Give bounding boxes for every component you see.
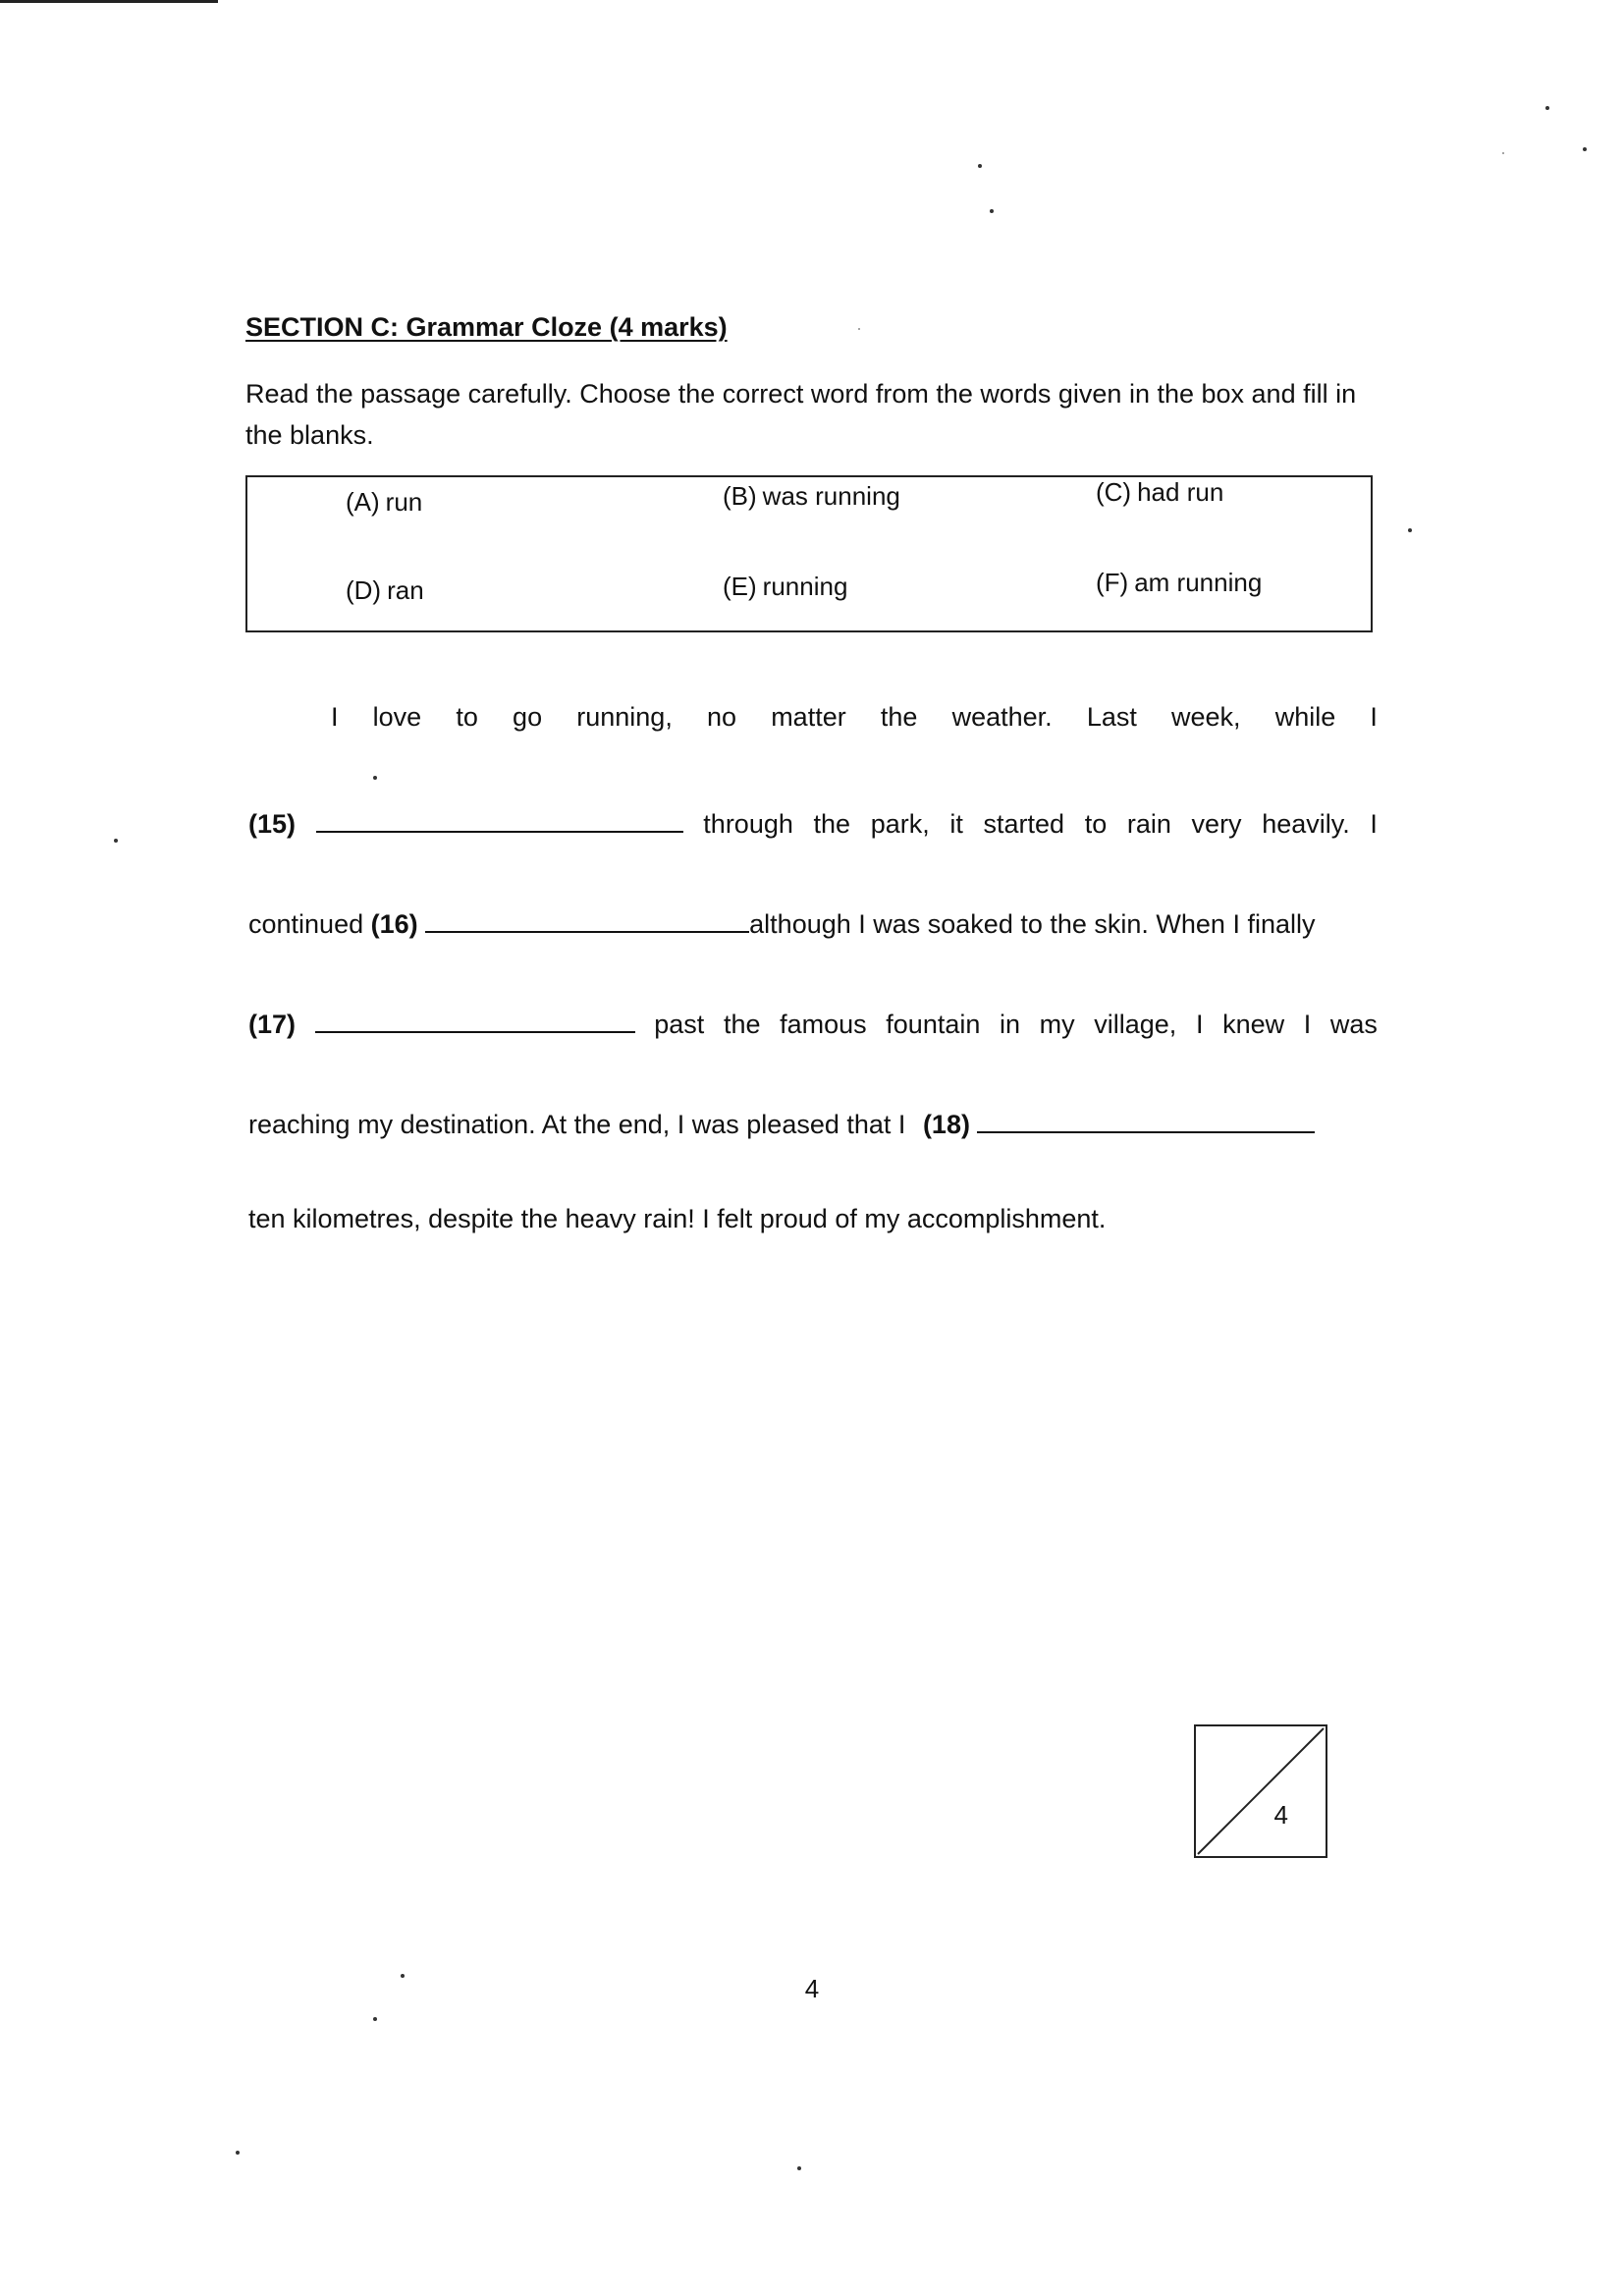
question-number-17: (17) [248,1010,297,1039]
passage-last-line: ten kilometres, despite the heavy rain! I felt proud of my accomplishment. [248,1204,1107,1233]
passage-line-q17: (17) past the famous fountain in my village, I knew I was [248,1004,1378,1040]
option-a: (A) run [346,487,423,517]
score-box [1194,1724,1327,1858]
scan-speck [1408,528,1412,532]
passage-line-1: I love to go running, no matter the weather. Last week, while I [331,702,1378,732]
scan-speck [978,164,982,168]
question-number-15: (15) [248,809,297,839]
scan-speck [373,2017,377,2021]
top-rule [0,0,218,3]
question-number-16: (16) [370,909,418,939]
scan-speck [373,776,377,780]
question-number-18: (18) [922,1110,970,1139]
section-title: SECTION C: Grammar Cloze (4 marks) [245,312,728,342]
scan-speck [797,2166,801,2170]
scan-speck [1583,147,1587,151]
scan-speck [858,328,860,330]
word-box [245,475,1373,632]
option-d: (D) ran [346,575,424,605]
instructions: Read the passage carefully. Choose the correct word from the words given in the box and fill in the blanks. [245,379,1357,450]
option-c: (C) had run [1096,477,1224,507]
passage-line-q16: continued (16) although I was soaked to the skin. When I finally [248,903,1378,940]
page-number: 4 [804,1974,820,2003]
score-box-diagonal [1196,1726,1326,1856]
scan-speck [114,839,118,843]
option-f: (F) am running [1096,568,1263,597]
scan-speck [1502,152,1504,154]
blank-16[interactable] [425,903,749,933]
blank-17[interactable] [315,1004,635,1033]
blank-15[interactable] [316,803,683,833]
scan-speck [1545,106,1549,110]
option-e: (E) running [723,572,848,601]
scan-speck [990,209,994,213]
passage-line-q18: reaching my destination. At the end, I was pleased that I (18) [248,1104,1378,1140]
score-total: 4 [1273,1800,1288,1830]
blank-18[interactable] [977,1104,1315,1133]
scan-speck [236,2151,240,2155]
option-b: (B) was running [723,481,900,511]
passage-line-q15: (15) through the park, it started to rain very heavily. I [248,803,1378,840]
